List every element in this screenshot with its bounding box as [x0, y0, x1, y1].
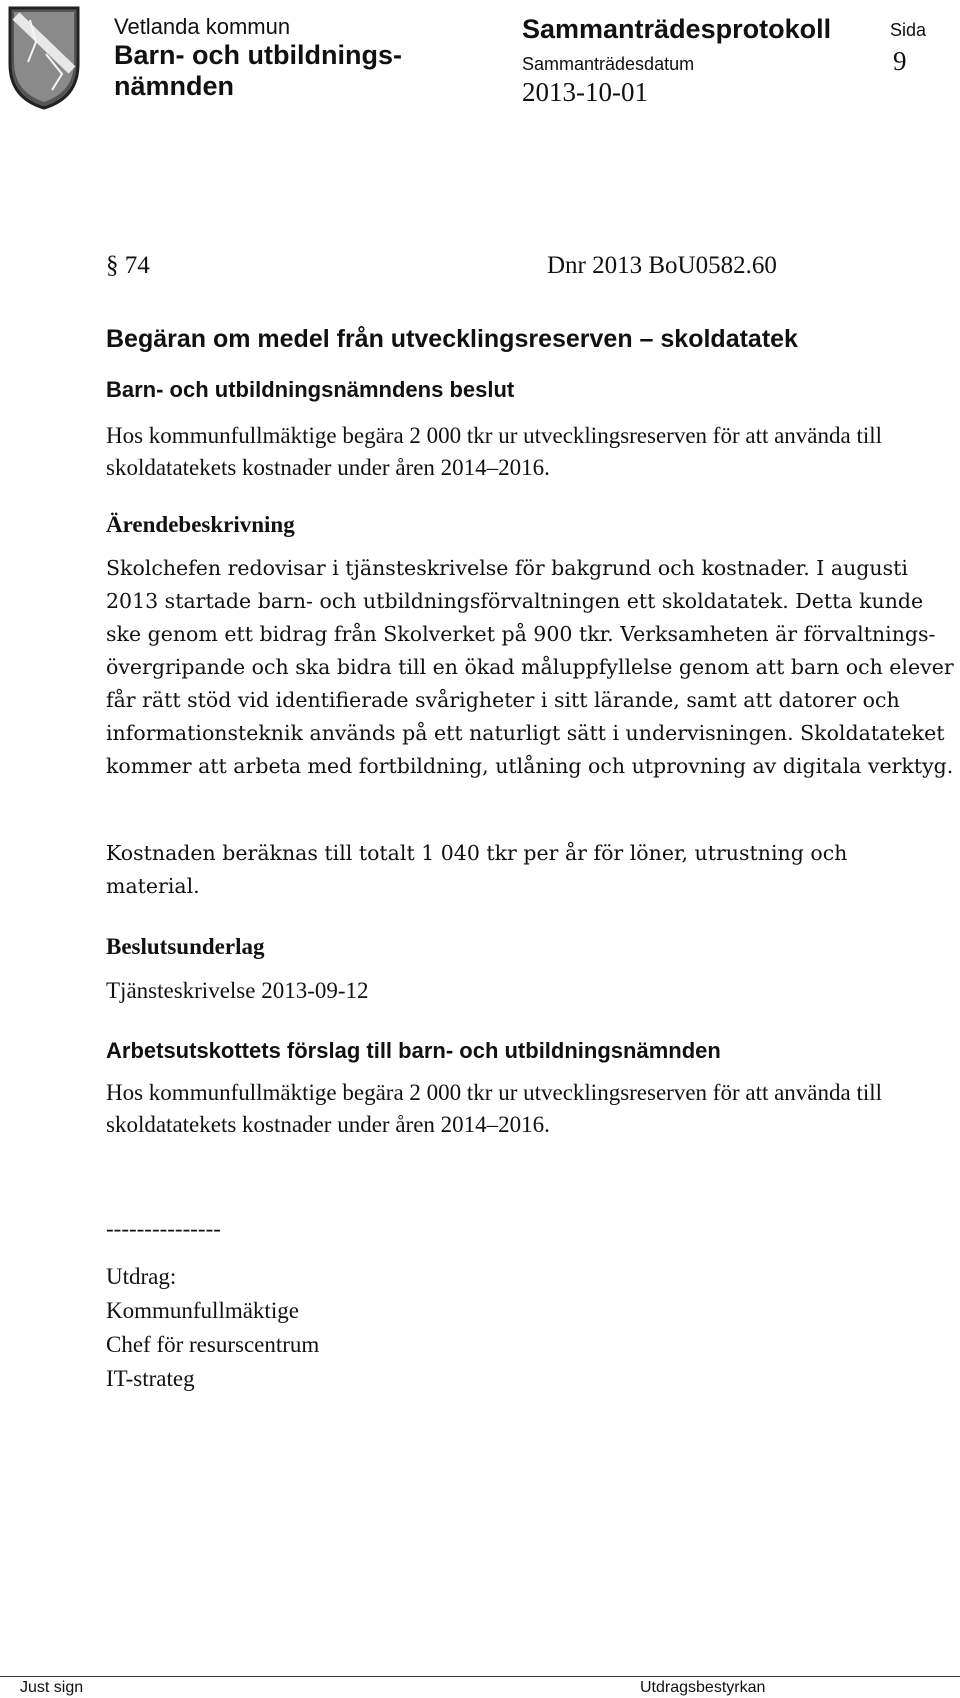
- distribution-recipient: Chef för resurscentrum: [106, 1332, 320, 1357]
- board-name-line-1: Barn- och utbildnings-: [114, 40, 402, 70]
- municipality-name: Vetlanda kommun: [114, 14, 291, 39]
- meeting-date-label: Sammanträdesdatum: [522, 54, 695, 74]
- decision-text: Hos kommunfullmäktige begära 2 000 tkr ur utvecklingsreserven för att använda till skoldatatekets kostnader under åren 2014–2016.: [106, 423, 883, 480]
- distribution-label: Utdrag:: [106, 1264, 177, 1289]
- item-title: Begäran om medel från utvecklingsreserven – skoldatatek: [106, 325, 798, 353]
- description-heading: Ärendebeskrivning: [106, 512, 295, 537]
- footer-extract-certification: Utdragsbestyrkan: [640, 1679, 766, 1696]
- board-name-line-2: nämnden: [114, 71, 235, 101]
- document-type: Sammanträdesprotokoll: [522, 14, 832, 44]
- basis-text: Tjänsteskrivelse 2013-09-12: [106, 978, 369, 1003]
- footer-divider: [0, 1676, 960, 1677]
- description-text: Skolchefen redovisar i tjänsteskrivelse för bakgrund och kostnader. I augusti 2013 startade barn- och utbildningsförvaltningen ett skoldatatek. Detta kunde ske genom ett bidrag från Skolverket på 900 tkr. Verksamheten är förvaltnings-övergripande och ska bidra till en ökad måluppfyllelse genom att barn och elever får rätt stöd vid identifierade svårigheter i sitt lärande, samt att datorer och informationsteknik används på ett naturligt sätt i undervisningen. Skoldatateket kommer att arbeta med fortbildning, utlåning och utprovning av digitala verktyg.: [106, 556, 954, 778]
- case-number: Dnr 2013 BoU0582.60: [547, 252, 777, 279]
- basis-heading: Beslutsunderlag: [106, 934, 265, 959]
- proposal-heading: Arbetsutskottets förslag till barn- och utbildningsnämnden: [106, 1038, 721, 1063]
- cost-text: Kostnaden beräknas till totalt 1 040 tkr per år för löner, utrustning och material.: [106, 841, 848, 898]
- paragraph-number: § 74: [106, 252, 150, 279]
- separator-line: ---------------: [106, 1216, 221, 1241]
- page-number: 9: [893, 46, 907, 76]
- distribution-recipient: IT-strateg: [106, 1366, 195, 1391]
- meeting-date-value: 2013-10-01: [522, 77, 648, 107]
- footer-just-sign: Just sign: [20, 1679, 84, 1696]
- decision-heading: Barn- och utbildningsnämndens beslut: [106, 377, 515, 402]
- proposal-text: Hos kommunfullmäktige begära 2 000 tkr ur utvecklingsreserven för att använda till skoldatatekets kostnader under åren 2014–2016.: [106, 1080, 883, 1137]
- page-label: Sida: [890, 20, 927, 40]
- municipal-coat-of-arms-logo: [6, 2, 82, 112]
- distribution-recipient: Kommunfullmäktige: [106, 1298, 299, 1323]
